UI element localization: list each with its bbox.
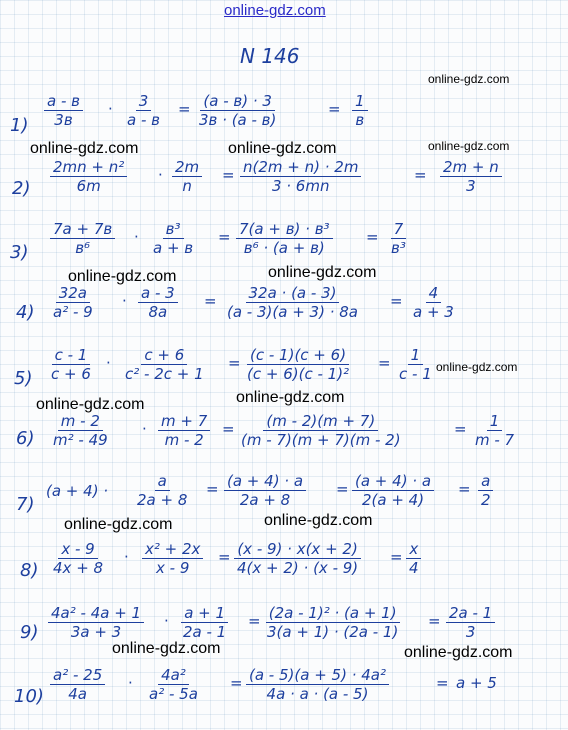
fraction [172, 158, 202, 195]
numerator: c - 1 [52, 346, 91, 365]
equals-sign: = [390, 292, 403, 310]
denominator: a² - 5a [149, 685, 198, 703]
fraction [234, 540, 361, 577]
equals-sign: = [336, 480, 349, 498]
fraction [388, 220, 409, 257]
equals-sign: = [458, 480, 471, 498]
fraction [138, 284, 178, 321]
fraction [50, 666, 105, 703]
fraction [472, 412, 517, 449]
numerator: 1 [408, 346, 424, 365]
equals-sign: = [378, 354, 391, 372]
fraction [50, 158, 127, 195]
denominator: 2a + 8 [239, 491, 291, 509]
fraction [352, 472, 434, 509]
fraction [478, 472, 494, 509]
numerator: (2a - 1)² · (a + 1) [266, 604, 400, 623]
multiply-sign: · [124, 548, 129, 566]
fraction [50, 540, 106, 577]
fraction [50, 220, 115, 257]
numerator: 7(a + в) · в³ [236, 220, 333, 239]
watermark: online-gdz.com [268, 264, 377, 281]
fraction [50, 412, 111, 449]
numerator: x [406, 540, 421, 559]
problem-number: 1) [10, 115, 29, 136]
fraction [150, 220, 196, 257]
fraction [50, 284, 96, 321]
numerator: a - в [44, 92, 83, 111]
numerator: (m - 2)(m + 7) [263, 412, 378, 431]
fraction [44, 92, 83, 129]
multiply-sign: · [128, 674, 133, 692]
site-watermark-link[interactable]: online-gdz.com [224, 2, 326, 19]
numerator: a + 1 [181, 604, 228, 623]
result: a + 5 [456, 674, 497, 692]
numerator: 4a² - 4a + 1 [48, 604, 144, 623]
denominator: a² - 9 [53, 303, 93, 321]
fraction [146, 666, 201, 703]
fraction [396, 346, 435, 383]
denominator: в⁶ · (a + в) [243, 239, 325, 257]
watermark: online-gdz.com [264, 512, 373, 529]
denominator: в³ [391, 239, 406, 257]
equals-sign: = [206, 480, 219, 498]
denominator: c² - 2c + 1 [125, 365, 204, 383]
fraction [244, 346, 352, 383]
fraction [246, 666, 389, 703]
equals-sign: = [390, 548, 403, 566]
denominator: x - 9 [156, 559, 190, 577]
denominator: c + 6 [51, 365, 91, 383]
denominator: c - 1 [399, 365, 432, 383]
numerator: a [478, 472, 493, 491]
numerator: (x - 9) · x(x + 2) [234, 540, 360, 559]
watermark: online-gdz.com [112, 640, 221, 657]
numerator: m + 7 [158, 412, 210, 431]
denominator: 4(x + 2) · (x - 9) [237, 559, 359, 577]
denominator: 2 [481, 491, 491, 509]
problem-number: 9) [20, 622, 39, 643]
denominator: 4 [409, 559, 419, 577]
equals-sign: = [414, 166, 427, 184]
equals-sign: = [178, 100, 191, 118]
denominator: a + в [153, 239, 194, 257]
denominator: 3 [465, 623, 476, 641]
expression: (a + 4) · [46, 482, 109, 500]
watermark: online-gdz.com [428, 139, 510, 153]
fraction [48, 346, 94, 383]
denominator: 4a · a · (a - 5) [266, 685, 369, 703]
denominator: 3в · (a - в) [199, 111, 277, 129]
problem-number: 5) [14, 368, 33, 389]
numerator: m - 2 [58, 412, 103, 431]
denominator: 3a + 3 [70, 623, 122, 641]
multiply-sign: · [106, 354, 111, 372]
fraction [158, 412, 210, 449]
fraction [236, 220, 333, 257]
denominator: (c + 6)(c - 1)² [247, 365, 350, 383]
watermark: online-gdz.com [404, 644, 513, 661]
watermark: online-gdz.com [64, 516, 173, 533]
numerator: 3 [136, 92, 152, 111]
equals-sign: = [428, 612, 441, 630]
fraction [180, 604, 229, 641]
multiply-sign: · [108, 100, 113, 118]
watermark: online-gdz.com [436, 360, 518, 374]
fraction [352, 92, 368, 129]
numerator: 32a · (a - 3) [246, 284, 340, 303]
numerator: a [155, 472, 170, 491]
fraction [446, 604, 495, 641]
numerator: 4a² [158, 666, 189, 685]
numerator: 2a - 1 [446, 604, 495, 623]
equals-sign: = [218, 548, 231, 566]
fraction [240, 158, 361, 195]
numerator: 2mn + n² [50, 158, 127, 177]
fraction [410, 284, 457, 321]
fraction [406, 540, 422, 577]
fraction [264, 604, 401, 641]
numerator: (a + 4) · a [224, 472, 306, 491]
numerator: a² - 25 [50, 666, 105, 685]
denominator: 3 [466, 177, 476, 195]
denominator: 4a [68, 685, 87, 703]
problem-number: 8) [20, 560, 39, 581]
denominator: m - 7 [475, 431, 515, 449]
fraction [238, 412, 404, 449]
fraction [122, 346, 207, 383]
equals-sign: = [228, 354, 241, 372]
multiply-sign: · [122, 292, 127, 310]
numerator: 7a + 7в [50, 220, 115, 239]
fraction [440, 158, 502, 195]
numerator: 2m [172, 158, 202, 177]
watermark: online-gdz.com [228, 140, 337, 157]
numerator: (c - 1)(c + 6) [247, 346, 349, 365]
denominator: 4x + 8 [53, 559, 104, 577]
numerator: 32a [56, 284, 90, 303]
numerator: 2m + n [440, 158, 502, 177]
fraction [224, 472, 306, 509]
denominator: 3 · 6mn [271, 177, 330, 195]
fraction [196, 92, 279, 129]
denominator: a - в [127, 111, 160, 129]
equals-sign: = [204, 292, 217, 310]
numerator: c + 6 [141, 346, 187, 365]
numerator: в³ [163, 220, 184, 239]
equals-sign: = [222, 166, 235, 184]
denominator: 3(a + 1) · (2a - 1) [267, 623, 399, 641]
fraction [124, 92, 163, 129]
equals-sign: = [218, 228, 231, 246]
equals-sign: = [230, 674, 243, 692]
denominator: 2(a + 4) [361, 491, 425, 509]
problem-number: 4) [16, 302, 35, 323]
watermark: online-gdz.com [36, 396, 145, 413]
denominator: в⁶ [75, 239, 91, 257]
numerator: 4 [426, 284, 442, 303]
denominator: 8a [148, 303, 168, 321]
numerator: (a + 4) · a [352, 472, 434, 491]
denominator: 3в [54, 111, 73, 129]
numerator: (a - 5)(a + 5) · 4a² [246, 666, 389, 685]
denominator: (m - 7)(m + 7)(m - 2) [241, 431, 401, 449]
denominator: 2a - 1 [183, 623, 227, 641]
problem-number: 7) [16, 494, 35, 515]
denominator: 6m [76, 177, 101, 195]
numerator: x² + 2x [142, 540, 203, 559]
denominator: m - 2 [164, 431, 204, 449]
denominator: m² - 49 [53, 431, 108, 449]
denominator: 2a + 8 [137, 491, 188, 509]
numerator: 7 [391, 220, 407, 239]
fraction [134, 472, 190, 509]
multiply-sign: · [142, 420, 147, 438]
denominator: a + 3 [413, 303, 454, 321]
multiply-sign: · [158, 166, 163, 184]
equals-sign: = [248, 612, 261, 630]
denominator: в [355, 111, 365, 129]
numerator: 1 [352, 92, 368, 111]
equals-sign: = [454, 420, 467, 438]
equals-sign: = [436, 674, 449, 692]
watermark: online-gdz.com [236, 389, 345, 406]
watermark: online-gdz.com [30, 140, 139, 157]
watermark: online-gdz.com [428, 72, 510, 86]
equals-sign: = [366, 228, 379, 246]
numerator: n(2m + n) · 2m [240, 158, 361, 177]
denominator: n [182, 177, 192, 195]
problem-number: 2) [12, 178, 31, 199]
multiply-sign: · [164, 612, 169, 630]
fraction [224, 284, 361, 321]
problem-number: 6) [16, 428, 35, 449]
problem-number: 10) [14, 686, 44, 707]
numerator: 1 [487, 412, 503, 431]
denominator: (a - 3)(a + 3) · 8a [227, 303, 358, 321]
watermark: online-gdz.com [68, 268, 177, 285]
page-title: N 146 [240, 44, 300, 68]
fraction [48, 604, 144, 641]
equals-sign: = [328, 100, 341, 118]
numerator: x - 9 [58, 540, 97, 559]
fraction [142, 540, 203, 577]
multiply-sign: · [134, 228, 139, 246]
problem-number: 3) [10, 242, 29, 263]
numerator: a - 3 [138, 284, 178, 303]
numerator: (a - в) · 3 [200, 92, 275, 111]
equals-sign: = [222, 420, 235, 438]
